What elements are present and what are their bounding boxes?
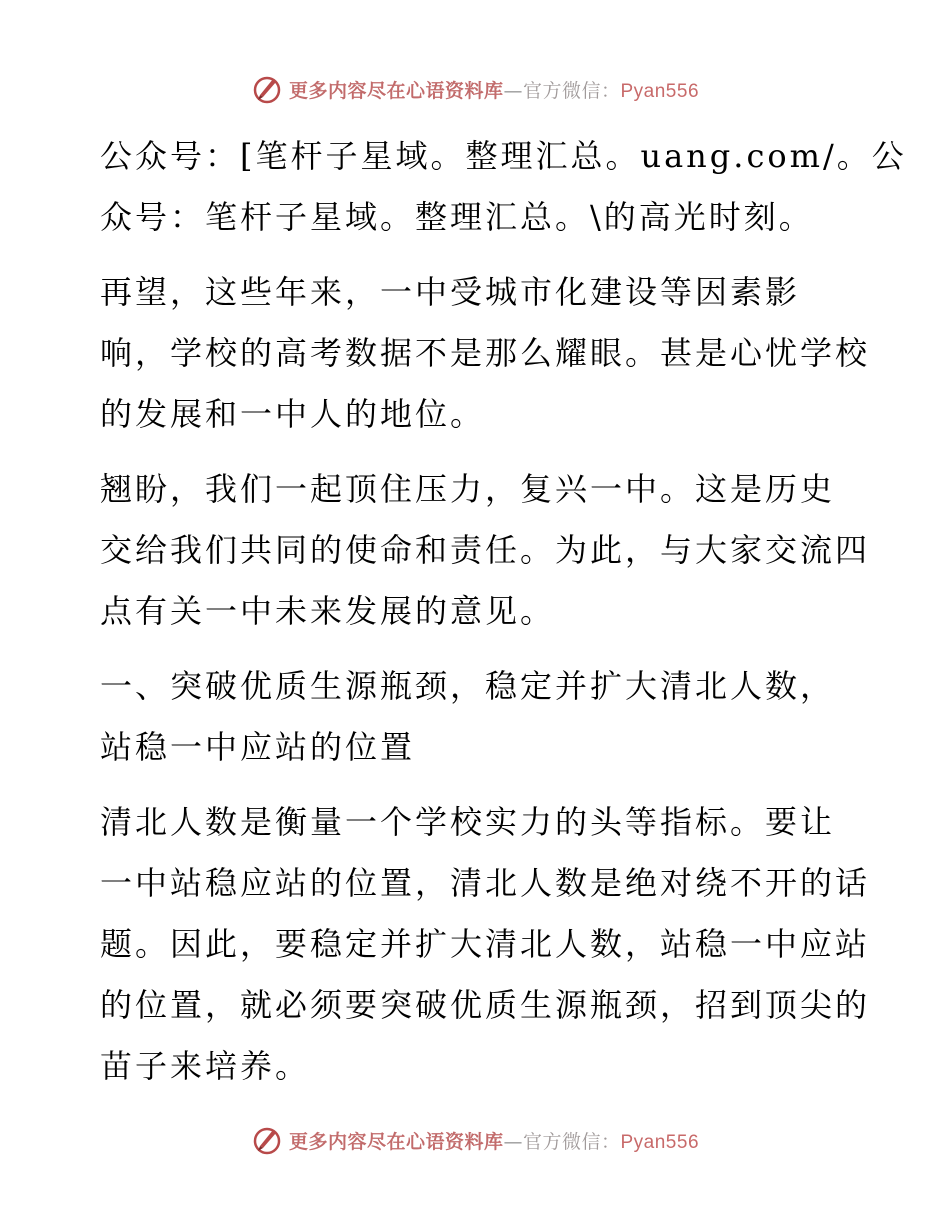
quill-pen-logo-icon	[251, 73, 283, 105]
text-line: 一中站稳应站的位置，清北人数是绝对绕不开的话	[100, 864, 871, 902]
watermark-wechat-label: 官方微信：	[522, 79, 621, 102]
section-heading	[100, 656, 850, 778]
paragraph	[100, 126, 907, 248]
paragraph	[100, 459, 871, 642]
text-line: 点有关一中未来发展的意见。	[100, 592, 556, 630]
text-line: 再望，这些年来，一中受城市化建设等因素影	[100, 273, 801, 311]
watermark-wechat-id: Pyan556	[620, 80, 700, 102]
watermark-dash: —	[503, 79, 523, 102]
text-line: 一、突破优质生源瓶颈，稳定并扩大清北人数，	[100, 667, 836, 705]
paragraph	[100, 262, 871, 445]
text-line: 公众号：[笔杆子星域。整理汇总。uang.com/。公	[100, 137, 907, 175]
watermark-brand: 更多内容尽在心语资料库	[288, 79, 504, 102]
watermark-text	[289, 1127, 699, 1154]
watermark-brand: 更多内容尽在心语资料库	[288, 1130, 504, 1153]
footer-watermark	[0, 1123, 950, 1157]
text-line: 交给我们共同的使命和责任。为此，与大家交流四	[100, 531, 871, 569]
text-line: 的位置，就必须要突破优质生源瓶颈，招到顶尖的	[100, 986, 871, 1024]
text-line: 站稳一中应站的位置	[100, 728, 416, 766]
text-line: 响，学校的高考数据不是那么耀眼。甚是心忧学校	[100, 334, 871, 372]
watermark-dash: —	[503, 1130, 523, 1153]
watermark-wechat-label: 官方微信：	[522, 1130, 621, 1153]
paragraph	[100, 792, 871, 1097]
document-body	[100, 126, 907, 1111]
quill-pen-logo-icon	[251, 1124, 283, 1156]
text-line: 翘盼，我们一起顶住压力，复兴一中。这是历史	[100, 470, 836, 508]
text-line: 的发展和一中人的地位。	[100, 395, 486, 433]
header-watermark	[0, 72, 950, 106]
text-line: 苗子来培养。	[100, 1047, 311, 1085]
text-line: 题。因此，要稳定并扩大清北人数，站稳一中应站	[100, 925, 871, 963]
text-line: 众号：笔杆子星域。整理汇总。\的高光时刻。	[100, 198, 814, 236]
watermark-wechat-id: Pyan556	[620, 1131, 700, 1153]
watermark-text	[289, 76, 699, 103]
text-line: 清北人数是衡量一个学校实力的头等指标。要让	[100, 803, 836, 841]
